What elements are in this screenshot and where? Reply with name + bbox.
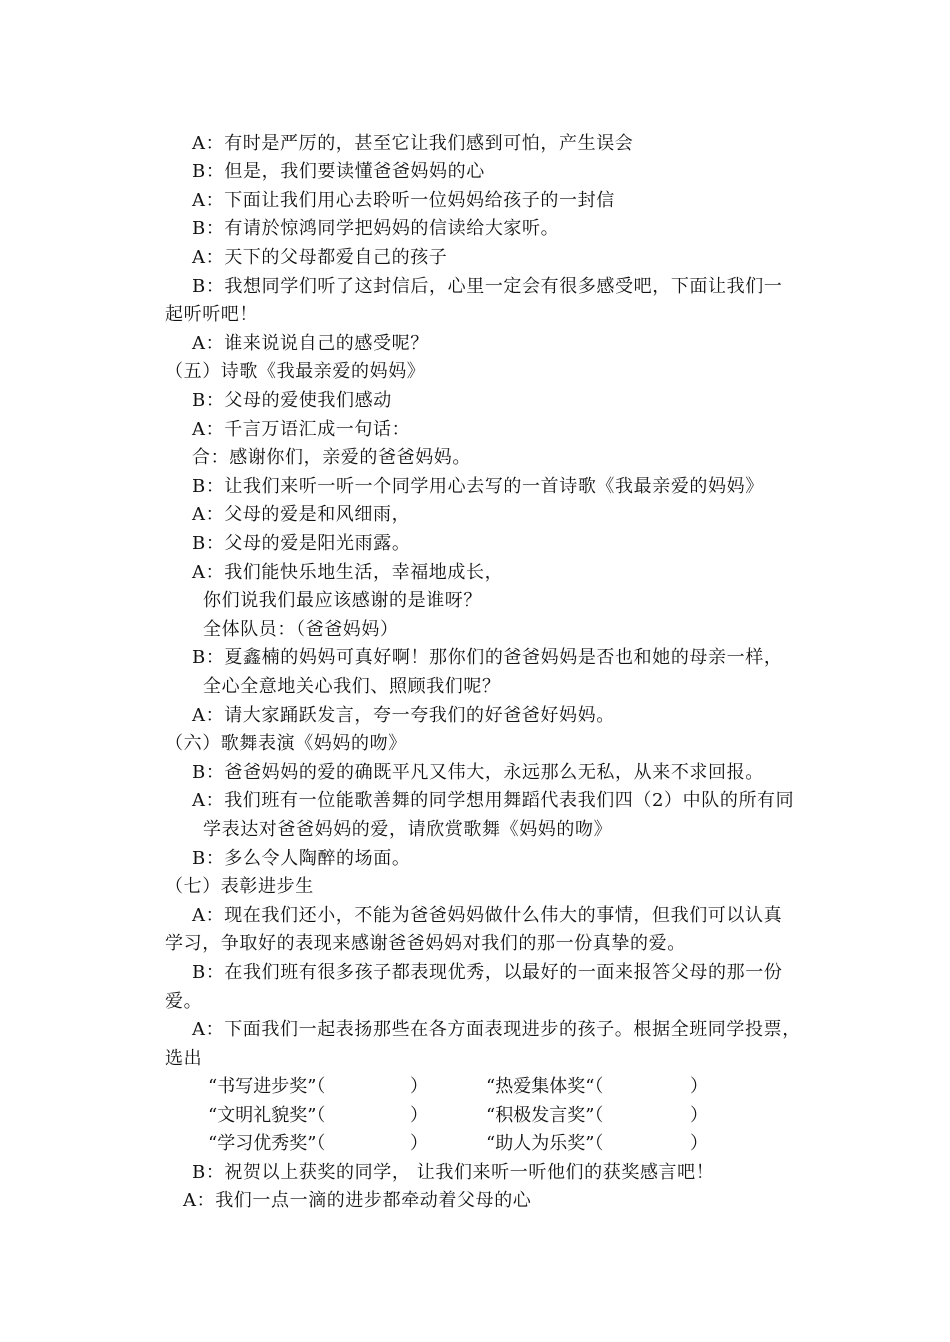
section-heading: （七）表彰进步生 — [165, 876, 314, 897]
award-blank-close: ） — [690, 1133, 708, 1154]
award-name: “积极发言奖”（ — [486, 1105, 604, 1126]
award-name: “学习优秀奖”（ — [208, 1133, 326, 1154]
script-line: B：在我们班有很多孩子都表现优秀，以最好的一面来报答父母的那一份 — [192, 962, 783, 983]
script-line: A：我们一点一滴的进步都牵动着父母的心 — [183, 1190, 532, 1211]
award-blank-close: ） — [690, 1076, 708, 1097]
script-line: 起听听吧！ — [165, 304, 258, 325]
script-line: B：父母的爱使我们感动 — [192, 390, 392, 411]
script-line: A：下面让我们用心去聆听一位妈妈给孩子的一封信 — [192, 190, 615, 211]
award-name: “文明礼貌奖”（ — [208, 1105, 326, 1126]
script-line: A：千言万语汇成一句话： — [192, 419, 411, 440]
script-line: B：夏鑫楠的妈妈可真好啊！那你们的爸爸妈妈是否也和她的母亲一样， — [192, 647, 783, 668]
script-line: 全体队员：（爸爸妈妈） — [203, 619, 399, 640]
script-line: B：让我们来听一听一个同学用心去写的一首诗歌《我最亲爱的妈妈》 — [192, 476, 764, 497]
award-blank-close: ） — [410, 1076, 428, 1097]
award-name: “热爱集体奖“（ — [486, 1076, 604, 1097]
script-line: B：我想同学们听了这封信后，心里一定会有很多感受吧，下面让我们一 — [192, 276, 783, 297]
script-line: 合：感谢你们，亲爱的爸爸妈妈。 — [192, 447, 471, 468]
award-name: “书写进步奖”（ — [208, 1076, 326, 1097]
script-line: B：多么令人陶醉的场面。 — [192, 848, 411, 869]
script-line: A：天下的父母都爱自己的孩子 — [192, 247, 448, 268]
script-line: B：但是，我们要读懂爸爸妈妈的心 — [192, 161, 485, 182]
award-blank-close: ） — [410, 1105, 428, 1126]
script-line: 选出 — [165, 1048, 203, 1069]
script-line: B：爸爸妈妈的爱的确既平凡又伟大，永远那么无私，从来不求回报。 — [192, 762, 764, 783]
award-blank-close: ） — [690, 1105, 708, 1126]
script-line: A：我们能快乐地生活，幸福地成长， — [192, 562, 504, 583]
script-line: B：有请於惊鸿同学把妈妈的信读给大家听。 — [192, 218, 560, 239]
section-heading: （六）歌舞表演《妈妈的吻》 — [165, 733, 407, 754]
script-line: A：谁来说说自己的感受呢？ — [192, 333, 429, 354]
script-line: A：有时是严厉的，甚至它让我们感到可怕，产生误会 — [192, 133, 634, 154]
script-line: 全心全意地关心我们、照顾我们呢？ — [203, 676, 501, 697]
script-line: B：祝贺以上获奖的同学， 让我们来听一听他们的获奖感言吧！ — [192, 1162, 715, 1183]
script-line: A：父母的爱是和风细雨， — [192, 504, 411, 525]
script-line: 爱。 — [165, 991, 203, 1012]
section-heading: （五）诗歌《我最亲爱的妈妈》 — [165, 361, 426, 382]
script-line: B：父母的爱是阳光雨露。 — [192, 533, 411, 554]
script-line: 你们说我们最应该感谢的是谁呀？ — [203, 590, 482, 611]
script-line: A：请大家踊跃发言，夸一夸我们的好爸爸好妈妈。 — [192, 705, 615, 726]
script-line: 学习，争取好的表现来感谢爸爸妈妈对我们的那一份真挚的爱。 — [165, 933, 686, 954]
script-line: A：下面我们一起表扬那些在各方面表现进步的孩子。根据全班同学投票， — [192, 1019, 801, 1040]
script-line: 学表达对爸爸妈妈的爱，请欣赏歌舞《妈妈的吻》 — [203, 819, 613, 840]
script-line: A：现在我们还小，不能为爸爸妈妈做什么伟大的事情，但我们可以认真 — [192, 905, 783, 926]
award-blank-close: ） — [410, 1133, 428, 1154]
award-name: “助人为乐奖”（ — [486, 1133, 604, 1154]
script-line: A：我们班有一位能歌善舞的同学想用舞蹈代表我们四（2）中队的所有同 — [192, 790, 795, 811]
